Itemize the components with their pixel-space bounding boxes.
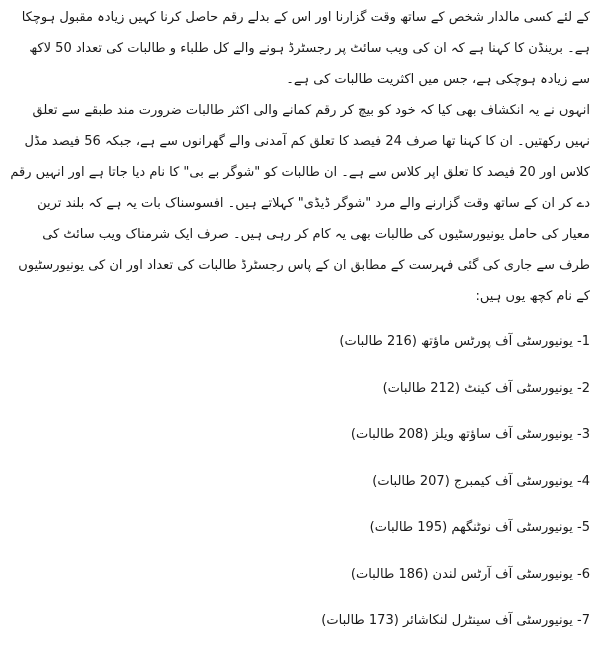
university-list	[10, 324, 590, 650]
list-item: 4- یونیورسٹی آف کیمبرج (207 طالبات)	[372, 473, 590, 489]
list-item: 6- یونیورسٹی آف آرٹس لندن (186 طالبات)	[350, 566, 590, 582]
article-paragraph-1: کے لئے کسی مالدار شخص کے ساتھ وقت گزارنا اور اس کے بدلے رقم حاصل کرنا کہیں زیادہ مقبول ہوچکا ہے۔ برینڈن کا کہنا ہے کہ ان کی ویب سائٹ پر رجسٹرڈ ہونے والے کل طلباء و طالبات کی تعداد 50 لاکھ سے زیادہ ہوچکی ہے، جس میں اکثریت طالبات کی ہے۔	[21, 10, 590, 87]
list-item: 3- یونیورسٹی آف ساؤتھ ویلز (208 طالبات)	[350, 427, 590, 442]
list-item: 5- یونیورسٹی آف نوٹنگھم (195 طالبات)	[369, 520, 590, 535]
list-item: 1- یونیورسٹی آف پورٹس ماؤتھ (216 طالبات)	[339, 334, 590, 349]
article-paragraph-2: انہوں نے یہ انکشاف بھی کیا کہ خود کو بیچ کر رقم کمانے والی اکثر طالبات ضرورت مند طبقے سے تعلق نہیں رکھتیں۔ ان کا کہنا تھا صرف 24 فیصد کا تعلق کم آمدنی والے گھرانوں سے ہے، جبکہ 56 فیصد مڈل کلاس اور 20 فیصد کا تعلق اپر کلاس سے ہے۔ ان طالبات کو "شوگر بے بی" کا نام دیا جاتا ہے اور انہیں رقم دے کر ان کے ساتھ وقت گزارنے والے مرد "شوگر ڈیڈی" کہلاتے ہیں۔ افسوسناک بات یہ ہے کہ بلند ترین معیار کی حامل یونیورسٹیوں کی طالبات بھی یہ کام کر رہی ہیں۔ صرف ایک شرمناک ویب سائٹ کی طرف سے جاری کی گئی فہرست کے مطابق ان کے پاس رجسٹرڈ طالبات کی تعداد اور ان کی یونیورسٹیوں کے نام کچھ یوں ہیں:	[10, 103, 590, 304]
list-item: 2- یونیورسٹی آف کینٹ (212 طالبات)	[382, 380, 590, 396]
list-item: 7- یونیورسٹی آف سینٹرل لنکاشائر (173 طالبات)	[321, 613, 590, 628]
